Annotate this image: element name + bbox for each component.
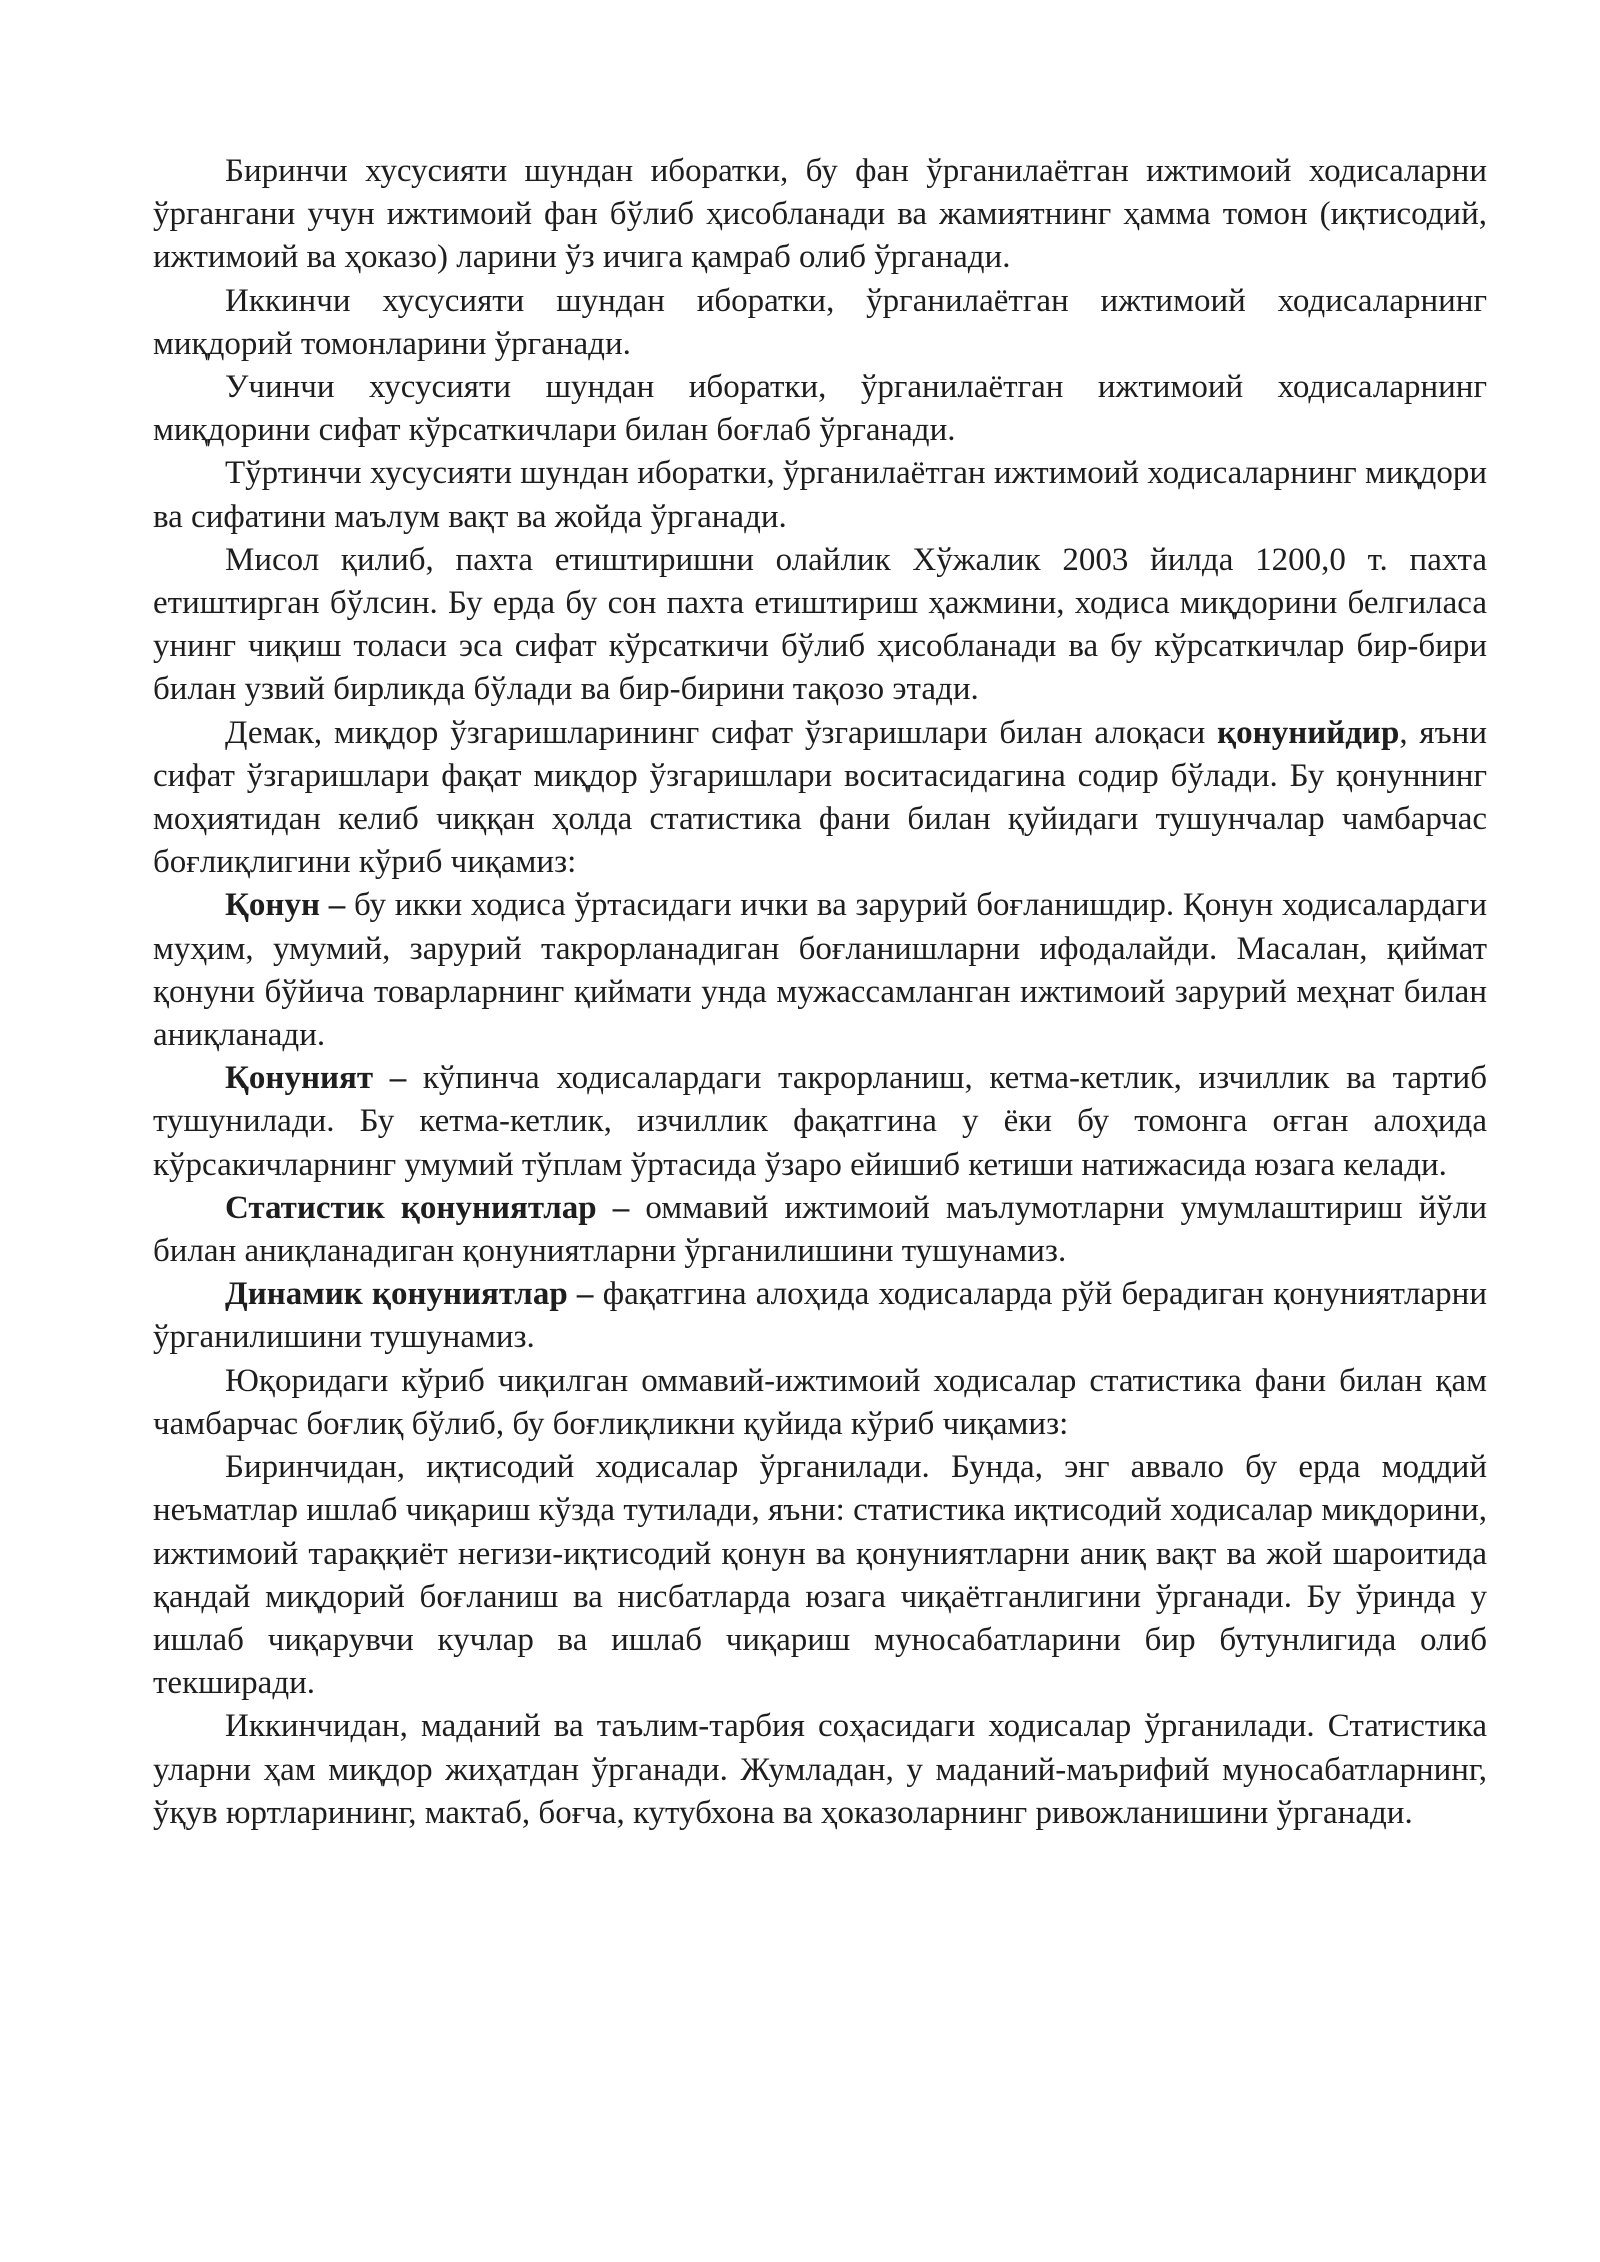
paragraph-definition-dynamic-regularities <box>153 1273 1487 1359</box>
paragraph-text: Тўртинчи хусусияти шундан иборатки, ўрганилаётган ижтимоий ходисаларнинг миқдори ва сифатини маълум вақт ва жойда ўрганади. <box>153 455 1487 535</box>
term-dynamic-regularities: Динамик қонуниятлар – <box>225 1276 594 1313</box>
paragraph-text: Биринчи хусусияти шундан иборатки, бу фан ўрганилаётган ижтимоий ходисаларни ўргангани учун ижтимоий фан бўлиб ҳисобланади ва жамиятнинг ҳамма томон (иқтисодий, ижтимоий ва ҳоказо) ларини ўз ичига қамраб олиб ўрганади. <box>153 153 1487 276</box>
paragraph-text: Биринчидан, иқтисодий ходисалар ўрганилади. Бунда, энг аввало бу ерда моддий неъматлар ишлаб чиқариш кўзда тутилади, яъни: статистика иқтисодий ходисалар миқдорини, ижтимоий тараққиёт негизи-иқтисодий қонун ва қонуниятларни аниқ вақт ва жой шароитида қандай миқдорий боғланиш ва нисбатларда юзага чиқаётганлигини ўрганади. Бу ўринда у ишлаб чиқарувчи кучлар ва ишлаб чиқариш муносабатларини бир бутунлигида олиб текширади. <box>153 1449 1487 1702</box>
paragraph-secondly-cultural <box>153 1705 1487 1835</box>
term-statistical-regularities: Статистик қонуниятлар – <box>225 1189 630 1226</box>
paragraph-definition-regularity <box>153 1057 1487 1187</box>
paragraph-text: фақатгина алоҳида ходисаларда рўй берадиган қонуниятларни ўрганилишини тушунамиз. <box>153 1276 1487 1356</box>
paragraph-fourth-property <box>153 452 1487 538</box>
document-page <box>153 150 1487 1835</box>
paragraph-quantity-quality-law <box>153 712 1487 885</box>
paragraph-lead: Демак, миқдор ўзгаришларининг сифат ўзгаришлари билан алоқаси <box>225 714 1218 751</box>
paragraph-text: , яъни сифат ўзгаришлари фақат миқдор ўзгаришлари воситасидагина содир бўлади. Бу қонуннинг моҳиятидан келиб чиққан ҳолда статистика фани билан қуйидаги тушунчалар чамбарчас боғлиқлигини кўриб чиқамиз: <box>153 714 1487 881</box>
term-law: Қонун – <box>225 887 346 924</box>
paragraph-text: Юқоридаги кўриб чиқилган оммавий-ижтимоий ходисалар статистика фани билан қам чамбарчас боғлиқ бўлиб, бу боғлиқликни қуйида кўриб чиқамиз: <box>153 1362 1487 1442</box>
paragraph-text: Учинчи хусусияти шундан иборатки, ўрганилаётган ижтимоий ходисаларнинг миқдорини сифат кўрсаткичлари билан боғлаб ўрганади. <box>153 369 1487 449</box>
paragraph-third-property <box>153 366 1487 452</box>
term-lawful: қонунийдир <box>1217 714 1400 751</box>
paragraph-firstly-economic <box>153 1446 1487 1705</box>
paragraph-text: Мисол қилиб, пахта етиштиришни олайлик Хўжалик 2003 йилда 1200,0 т. пахта етиштирган бўлсин. Бу ерда бу сон пахта етиштириш ҳажмини, ходиса миқдорини белгиласа унинг чиқиш толаси эса сифат кўрсаткичи бўлиб ҳисобланади ва бу кўрсаткичлар бир-бири билан узвий бирликда бўлади ва бир-бирини тақозо этади. <box>153 541 1487 708</box>
paragraph-first-property <box>153 150 1487 280</box>
term-regularity: Қонуният – <box>225 1060 407 1097</box>
paragraph-second-property <box>153 280 1487 366</box>
paragraph-cotton-example <box>153 539 1487 712</box>
paragraph-text: Иккинчидан, маданий ва таълим-тарбия соҳасидаги ходисалар ўрганилади. Статистика уларни ҳам миқдор жиҳатдан ўрганади. Жумладан, у маданий-маърифий муносабатларнинг, ўқув юртларининг, мактаб, боғча, кутубхона ва ҳоказоларнинг ривожланишини ўрганади. <box>153 1708 1487 1831</box>
paragraph-definition-statistical-regularities <box>153 1187 1487 1273</box>
paragraph-text: бу икки ходиса ўртасидаги ички ва зарурий боғланишдир. Қонун ходисалардаги муҳим, умумий, зарурий такрорланадиган боғланишларни ифодалайди. Масалан, қиймат қонуни бўйича товарларнинг қиймати унда мужассамланган ижтимоий зарурий меҳнат билан аниқланади. <box>153 887 1487 1054</box>
paragraph-text: оммавий ижтимоий маълумотларни умумлаштириш йўли билан аниқланадиган қонуниятларни ўрганилишини тушунамиз. <box>153 1189 1487 1270</box>
paragraph-text: кўпинча ходисалардаги такрорланиш, кетма-кетлик, изчиллик ва тартиб тушунилади. Бу кетма-кетлик, изчиллик фақатгина у ёки бу томонга оғган алоҳида кўрсакичларнинг умумий тўплам ўртасида ўзаро ейишиб кетиши натижасида юзага келади. <box>153 1060 1487 1183</box>
paragraph-text: Иккинчи хусусияти шундан иборатки, ўрганилаётган ижтимоий ходисаларнинг миқдорий томонларини ўрганади. <box>153 282 1487 362</box>
paragraph-relation-intro <box>153 1360 1487 1446</box>
paragraph-definition-law <box>153 884 1487 1057</box>
